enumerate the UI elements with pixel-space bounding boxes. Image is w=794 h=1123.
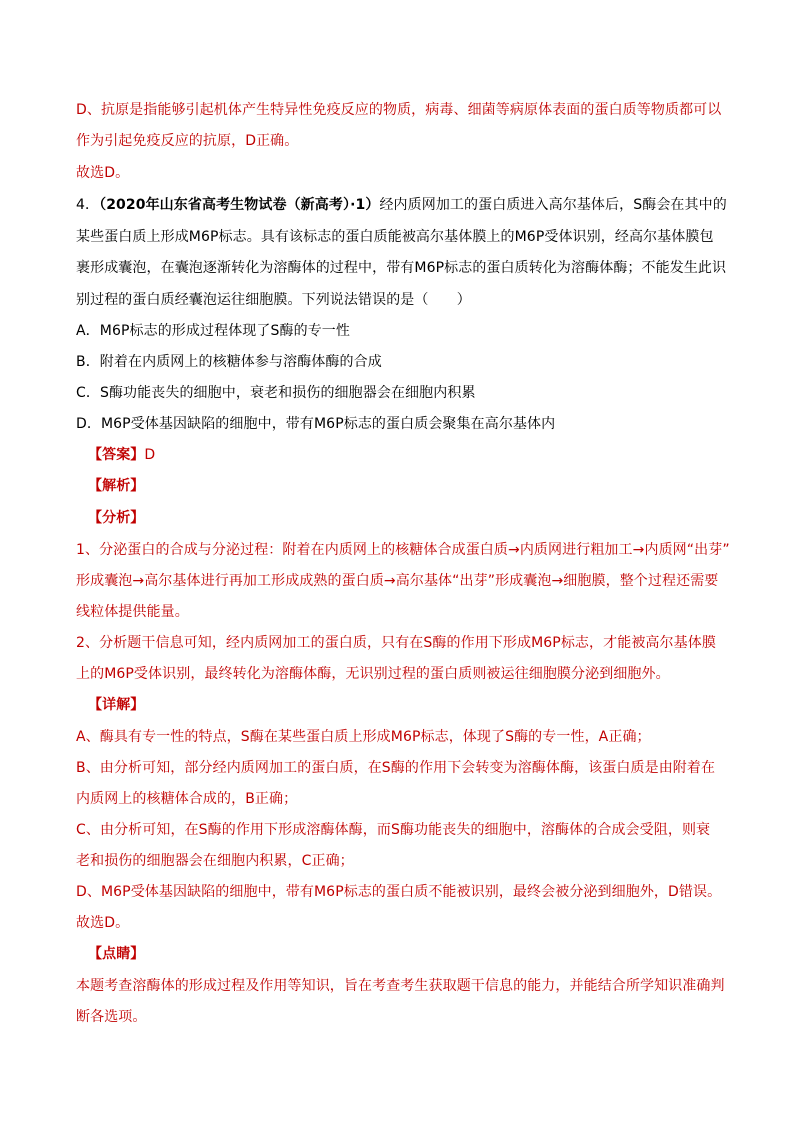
option-a: A．M6P标志的形成过程体现了S酶的专一性 bbox=[76, 323, 350, 339]
question-stem-line2: 某些蛋白质上形成M6P标志。具有该标志的蛋白质能被高尔基体膜上的M6P受体识别，经高尔基体膜包 bbox=[76, 229, 714, 245]
detail-tag: 【详解】 bbox=[88, 697, 145, 713]
comment-tag: 【点睛】 bbox=[88, 946, 145, 962]
fenxi-2-line1: 2、分析题干信息可知，经内质网加工的蛋白质，只有在S酶的作用下形成M6P标志，才能被高尔基体膜 bbox=[76, 635, 716, 651]
answer-tag: 【答案】 bbox=[88, 447, 145, 463]
analysis-tag: 【解析】 bbox=[88, 478, 145, 494]
prev-explanation-d-line2: 作为引起免疫反应的抗原，D正确。 bbox=[76, 133, 299, 149]
question-stem-text: 经内质网加工的蛋白质进入高尔基体后，S酶会在其中的 bbox=[379, 197, 727, 213]
question-number: 4． bbox=[76, 197, 100, 213]
question-stem-line3: 裹形成囊泡，在囊泡逐渐转化为溶酶体的过程中，带有M6P标志的蛋白质转化为溶酶体酶；不能发生此识 bbox=[76, 260, 727, 276]
detail-b-line1: B、由分析可知，部分经内质网加工的蛋白质，在S酶的作用下会转变为溶酶体酶，该蛋白质是由附着在 bbox=[76, 760, 716, 776]
final-answer: 故选D。 bbox=[76, 915, 130, 931]
fenxi-1-line1: 1、分泌蛋白的合成与分泌过程：附着在内质网上的核糖体合成蛋白质→内质网进行粗加工→内质网“出芽” bbox=[76, 542, 730, 558]
answer-value: D bbox=[144, 447, 156, 463]
detail-c-line1: C、由分析可知，在S酶的作用下形成溶酶体酶，而S酶功能丧失的细胞中，溶酶体的合成会受阻，则衰 bbox=[76, 822, 711, 838]
fenxi-1-line3: 线粒体提供能量。 bbox=[76, 604, 189, 620]
option-d: D．M6P受体基因缺陷的细胞中，带有M6P标志的蛋白质会聚集在高尔基体内 bbox=[76, 416, 556, 432]
question-source: （2020年山东省高考生物试卷（新高考）·1） bbox=[99, 197, 380, 213]
answer-line bbox=[88, 445, 155, 465]
fenxi-2-line2: 上的M6P受体识别，最终转化为溶酶体酶，无识别过程的蛋白质则被运往细胞膜分泌到细胞外。 bbox=[76, 666, 670, 682]
comment-line2: 断各选项。 bbox=[76, 1009, 147, 1025]
fenxi-tag: 【分析】 bbox=[88, 510, 145, 526]
prev-explanation-d-line1: D、抗原是指能够引起机体产生特异性免疫反应的物质，病毒、细菌等病原体表面的蛋白质等物质都可以 bbox=[76, 102, 722, 118]
detail-c-line2: 老和损伤的细胞器会在细胞内积累，C正确； bbox=[76, 853, 354, 869]
option-b: B．附着在内质网上的核糖体参与溶酶体酶的合成 bbox=[76, 354, 382, 370]
option-c: C．S酶功能丧失的细胞中，衰老和损伤的细胞器会在细胞内积累 bbox=[76, 385, 476, 401]
detail-d: D、M6P受体基因缺陷的细胞中，带有M6P标志的蛋白质不能被识别，最终会被分泌到细胞外，D错误。 bbox=[76, 884, 722, 900]
detail-b-line2: 内质网上的核糖体合成的，B正确； bbox=[76, 791, 298, 807]
question-stem-line4: 别过程的蛋白质经囊泡运往细胞膜。下列说法错误的是（ ） bbox=[76, 292, 471, 308]
prev-answer: 故选D。 bbox=[76, 165, 130, 181]
detail-a: A、酶具有专一性的特点，S酶在某些蛋白质上形成M6P标志，体现了S酶的专一性，A正确； bbox=[76, 729, 651, 745]
question-stem-line1 bbox=[76, 195, 727, 215]
comment-line1: 本题考查溶酶体的形成过程及作用等知识，旨在考查考生获取题干信息的能力，并能结合所学知识准确判 bbox=[76, 978, 725, 994]
fenxi-1-line2: 形成囊泡→高尔基体进行再加工形成成熟的蛋白质→高尔基体“出芽”形成囊泡→细胞膜，整个过程还需要 bbox=[76, 573, 719, 589]
